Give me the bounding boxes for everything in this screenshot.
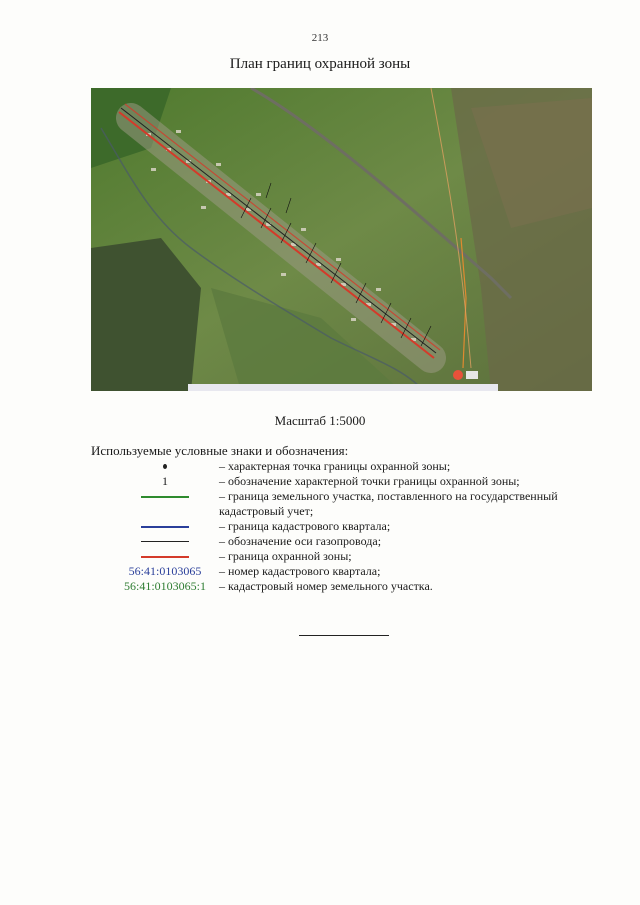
legend-item (91, 459, 601, 474)
map-overlay-strip (188, 384, 498, 391)
legend-description: – граница кадастрового квартала; (219, 519, 391, 533)
cadastral-parcel-number-symbol: 56:41:0103065:1 (123, 579, 206, 593)
page-title: План границ охранной зоны (229, 56, 411, 72)
legend-symbol (91, 519, 239, 534)
green-line-symbol (141, 496, 189, 498)
legend-title: Используемые условные знаки и обозначения: (91, 443, 349, 458)
legend-item (91, 519, 601, 534)
legend-symbol (91, 474, 239, 489)
legend-description: – граница земельного участка, поставленного на государственный кадастровый учет; (219, 489, 558, 518)
map-image (91, 88, 592, 391)
legend-description: – обозначение характерной точки границы охранной зоны; (219, 474, 520, 488)
legend-symbol (91, 534, 239, 549)
legend-item (91, 489, 601, 519)
legend-description: – характерная точка границы охранной зоны; (219, 459, 451, 473)
point-dot-icon (163, 464, 167, 469)
legend-symbol (91, 459, 239, 474)
point-number-symbol: 1 (162, 474, 168, 488)
scale-label: Масштаб 1:5000 (274, 413, 366, 428)
end-divider (299, 635, 389, 636)
legend-description: – кадастровый номер земельного участка. (219, 579, 433, 593)
map-label (466, 371, 478, 379)
legend-symbol (91, 579, 239, 594)
legend-description: – граница охранной зоны; (219, 549, 352, 563)
legend-symbol (91, 549, 239, 564)
legend (91, 459, 601, 594)
legend-item (91, 579, 601, 594)
legend-item (91, 564, 601, 579)
page-number: 213 (311, 32, 329, 44)
location-pin-icon (453, 370, 463, 380)
cadastral-quarter-number-symbol: 56:41:0103065 (128, 564, 202, 578)
satellite-map (91, 88, 592, 391)
legend-description: – номер кадастрового квартала; (219, 564, 381, 578)
legend-symbol (91, 564, 239, 579)
blue-line-symbol (141, 526, 189, 528)
legend-item (91, 534, 601, 549)
legend-symbol (91, 489, 239, 504)
legend-item (91, 549, 601, 564)
black-line-symbol (141, 541, 189, 542)
legend-item (91, 474, 601, 489)
legend-description: – обозначение оси газопровода; (219, 534, 382, 548)
red-line-symbol (141, 556, 189, 558)
